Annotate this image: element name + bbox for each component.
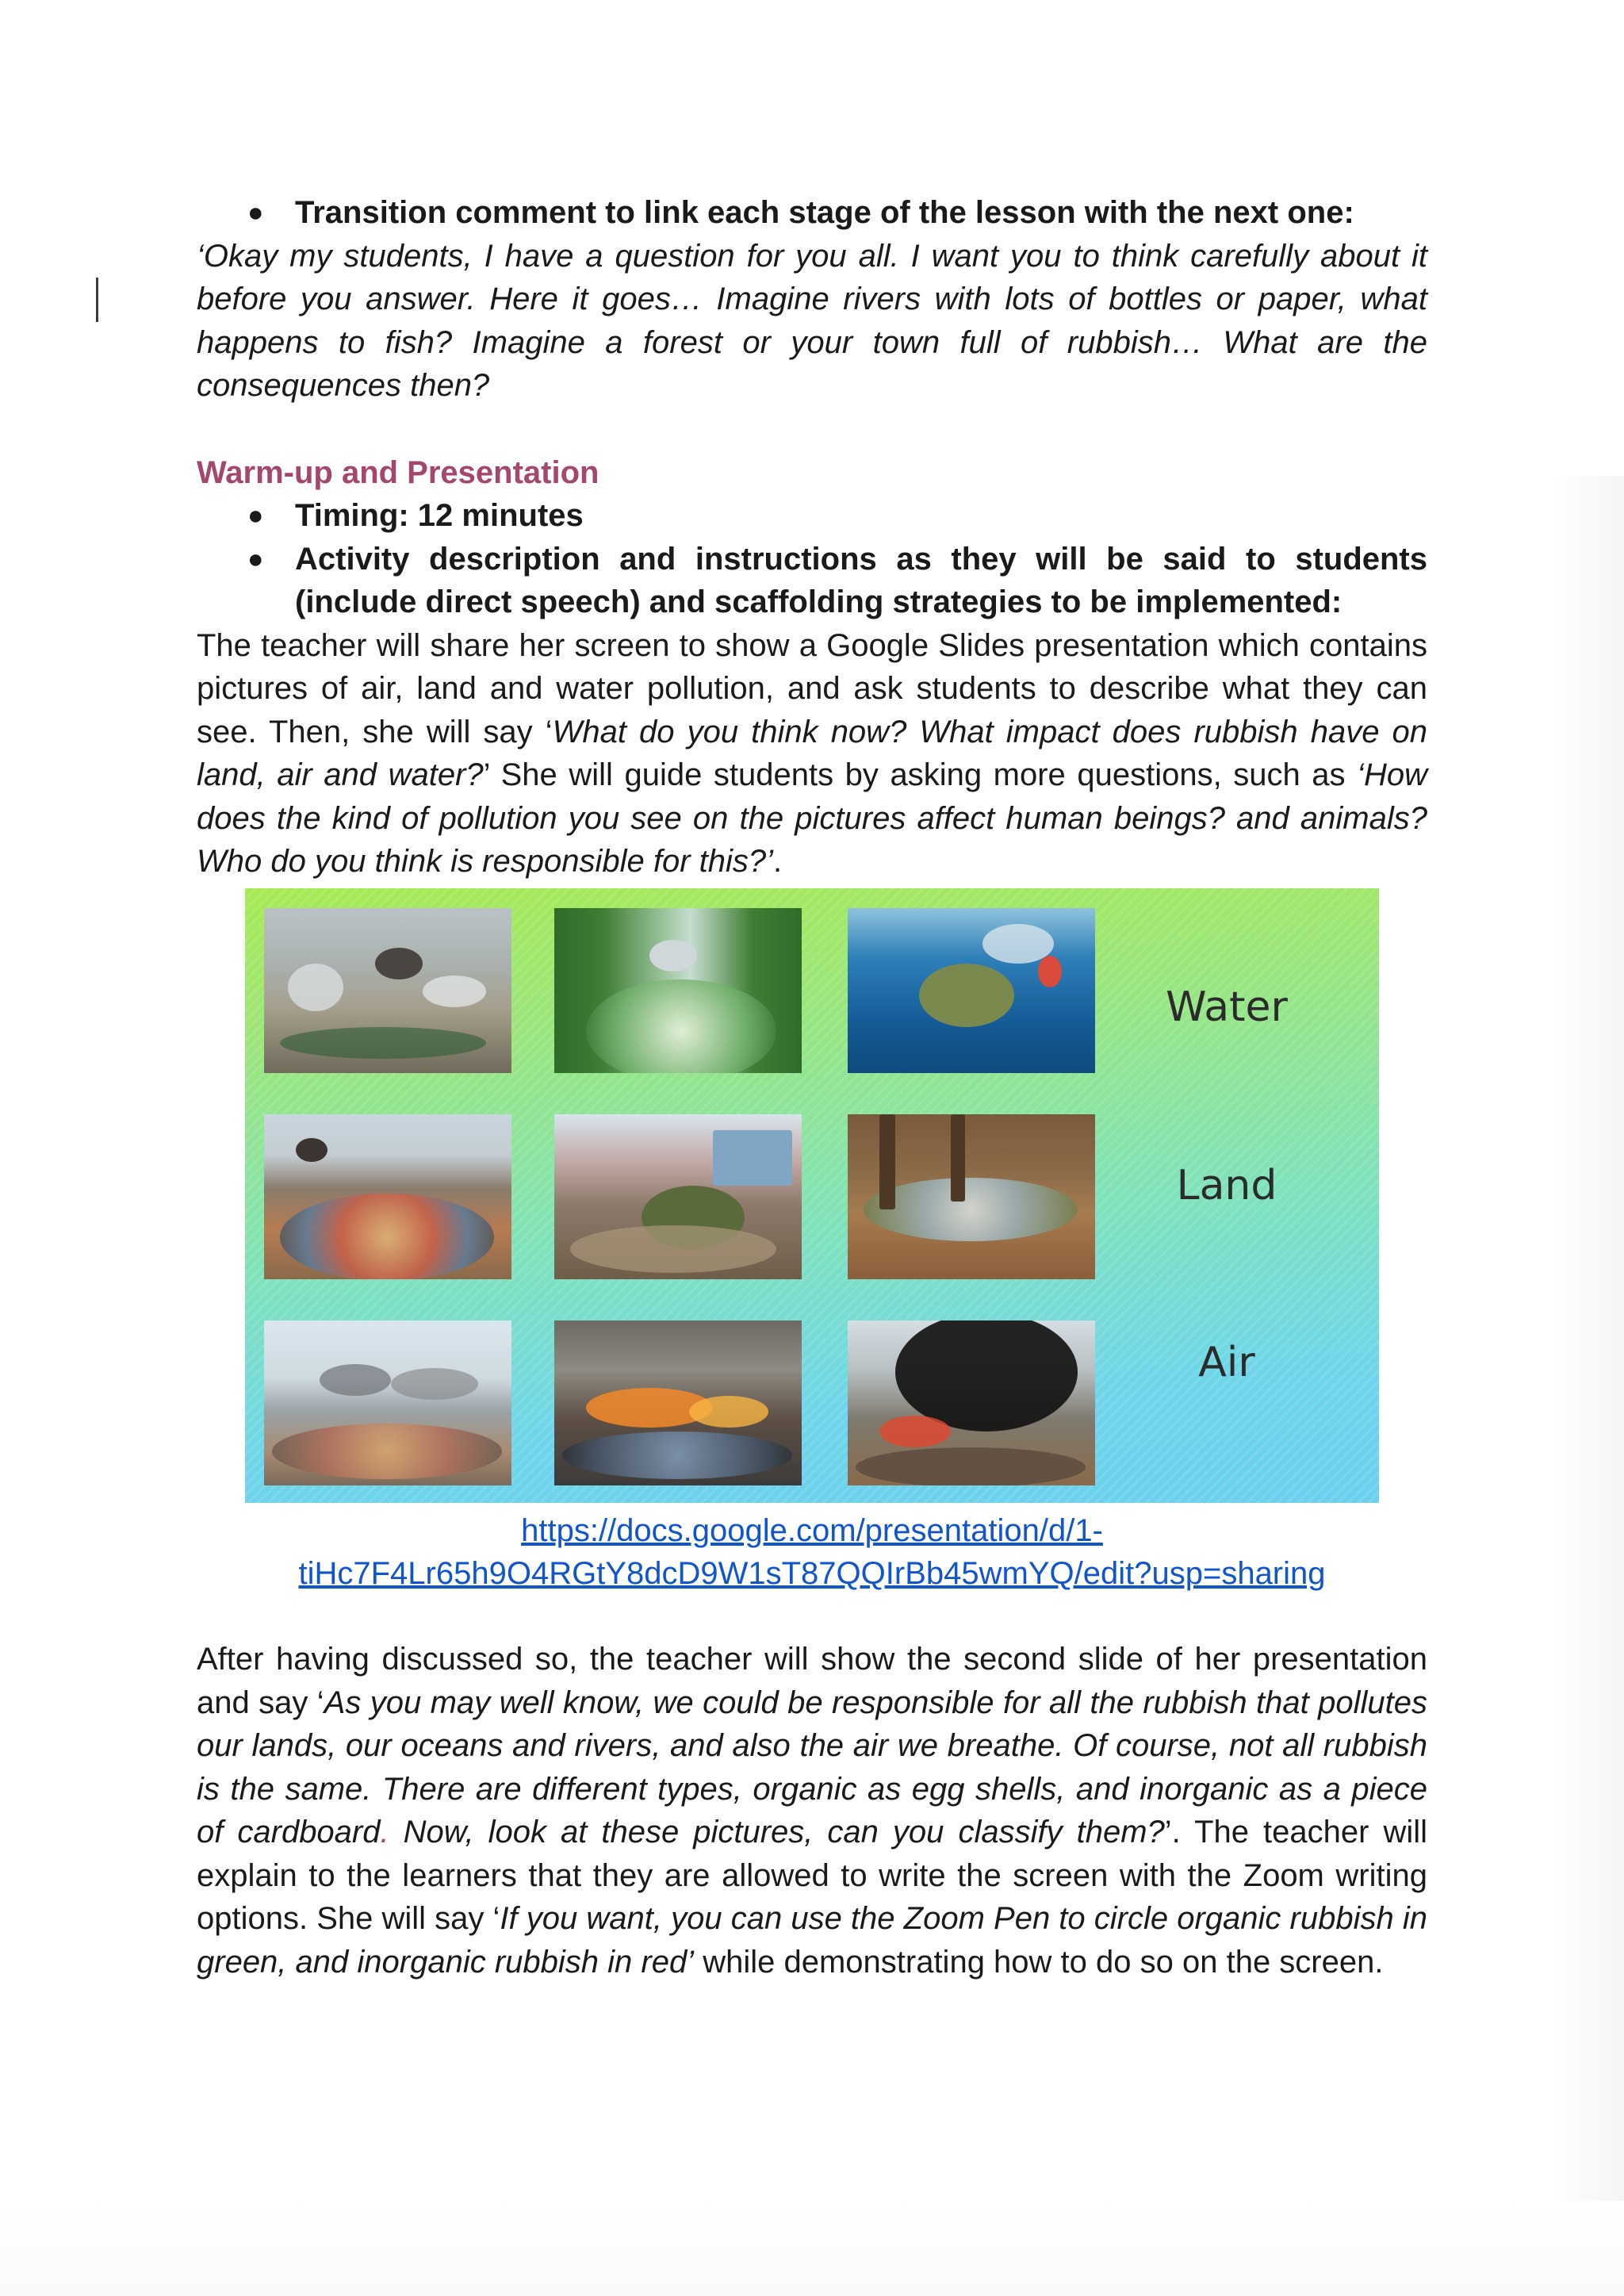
transition-quote: ‘Okay my students, I have a question for you all. I want you to think carefully about it before you answer. Here it goes… Imagine rivers with lots of bottles or paper, what happens to fish? Imagine a forest or your town full of rubbish… What are the consequences then? xyxy=(197,238,1427,403)
water-photo-river xyxy=(554,908,802,1073)
slide-label-land: Land xyxy=(1176,1162,1277,1209)
air-photo-smoke xyxy=(848,1320,1095,1485)
paragraph-text: After having discussed so, the teacher will show the second slide of her presentation and say ‘ xyxy=(197,1642,1427,1720)
page-edge-shade xyxy=(1553,476,1624,2296)
bullet-icon: ● xyxy=(247,500,264,531)
accent-period: . xyxy=(380,1815,389,1849)
document-body xyxy=(197,191,1427,884)
paragraph-text: . xyxy=(773,844,783,879)
paragraph-text: ’ She will guide students by asking more questions, such as xyxy=(483,757,1358,792)
air-photo-chimneys xyxy=(264,1320,511,1485)
direct-speech: ‘How does the kind of pollution you see on the pictures affect human beings? and animals? Who do you think is responsible for this?’ xyxy=(197,757,1427,879)
slide-label-air: Air xyxy=(1198,1339,1255,1386)
slide-label-water: Water xyxy=(1166,983,1288,1031)
direct-speech: As you may well know, we could be responsible for all the rubbish that pollutes our lands, our oceans and rivers, and also the air we breathe. Of course, not all rubbish is the same. There are different types, organic as egg shells, and inorganic as a piece of cardboard xyxy=(197,1685,1427,1849)
section-heading: Warm-up and Presentation xyxy=(197,454,599,490)
page-bottom-shade xyxy=(0,2201,1624,2296)
second-slide-paragraph xyxy=(197,1638,1427,1984)
direct-speech: Now, look at these pictures, can you classify them? xyxy=(389,1815,1165,1849)
bullet-icon: ● xyxy=(247,197,264,228)
paragraph-text: while demonstrating how to do so on the screen. xyxy=(694,1944,1384,1980)
link-line-1[interactable]: https://docs.google.com/presentation/d/1- xyxy=(521,1513,1103,1548)
water-photo-beach xyxy=(264,908,511,1073)
bullet-icon: ● xyxy=(247,543,264,574)
timing-text: Timing: 12 minutes xyxy=(295,498,584,533)
activity-bullet xyxy=(197,538,1427,624)
direct-speech: What do you think now? What impact does rubbish have on land, air and water? xyxy=(197,714,1427,792)
direct-speech: If you want, you can use the Zoom Pen to circle organic rubbish in green, and inorganic rubbish in red’ xyxy=(197,1901,1427,1980)
land-photo-dump xyxy=(264,1114,511,1279)
paragraph-text: ’. The teacher will explain to the learners that they are allowed to write the screen with the Zoom writing options. She will say ‘ xyxy=(197,1815,1428,1936)
land-photo-street xyxy=(554,1114,802,1279)
transition-bullet-text: Transition comment to link each stage of the lesson with the next one: xyxy=(295,195,1354,230)
air-photo-fire xyxy=(554,1320,802,1485)
activity-paragraph xyxy=(197,624,1427,884)
link-line-2[interactable]: tiHc7F4Lr65h9O4RGtY8dcD9W1sT87QQIrBb45wmYQ/edit?usp=sharing xyxy=(298,1556,1326,1591)
water-photo-turtle xyxy=(848,908,1095,1073)
transition-bullet xyxy=(197,191,1427,235)
land-photo-forest xyxy=(848,1114,1095,1279)
text-cursor xyxy=(96,278,98,322)
presentation-link[interactable] xyxy=(197,1509,1427,1595)
timing-bullet xyxy=(197,494,1427,538)
slide-image xyxy=(245,888,1379,1503)
activity-bullet-text: Activity description and instructions as they will be said to students (include direct speech) and scaffolding strategies to be implemented: xyxy=(295,541,1427,619)
paragraph-text: The teacher will share her screen to show a Google Slides presentation which contains pictures of air, land and water pollution, and ask students to describe what they can see. Then, she will say ‘ xyxy=(197,627,1427,749)
